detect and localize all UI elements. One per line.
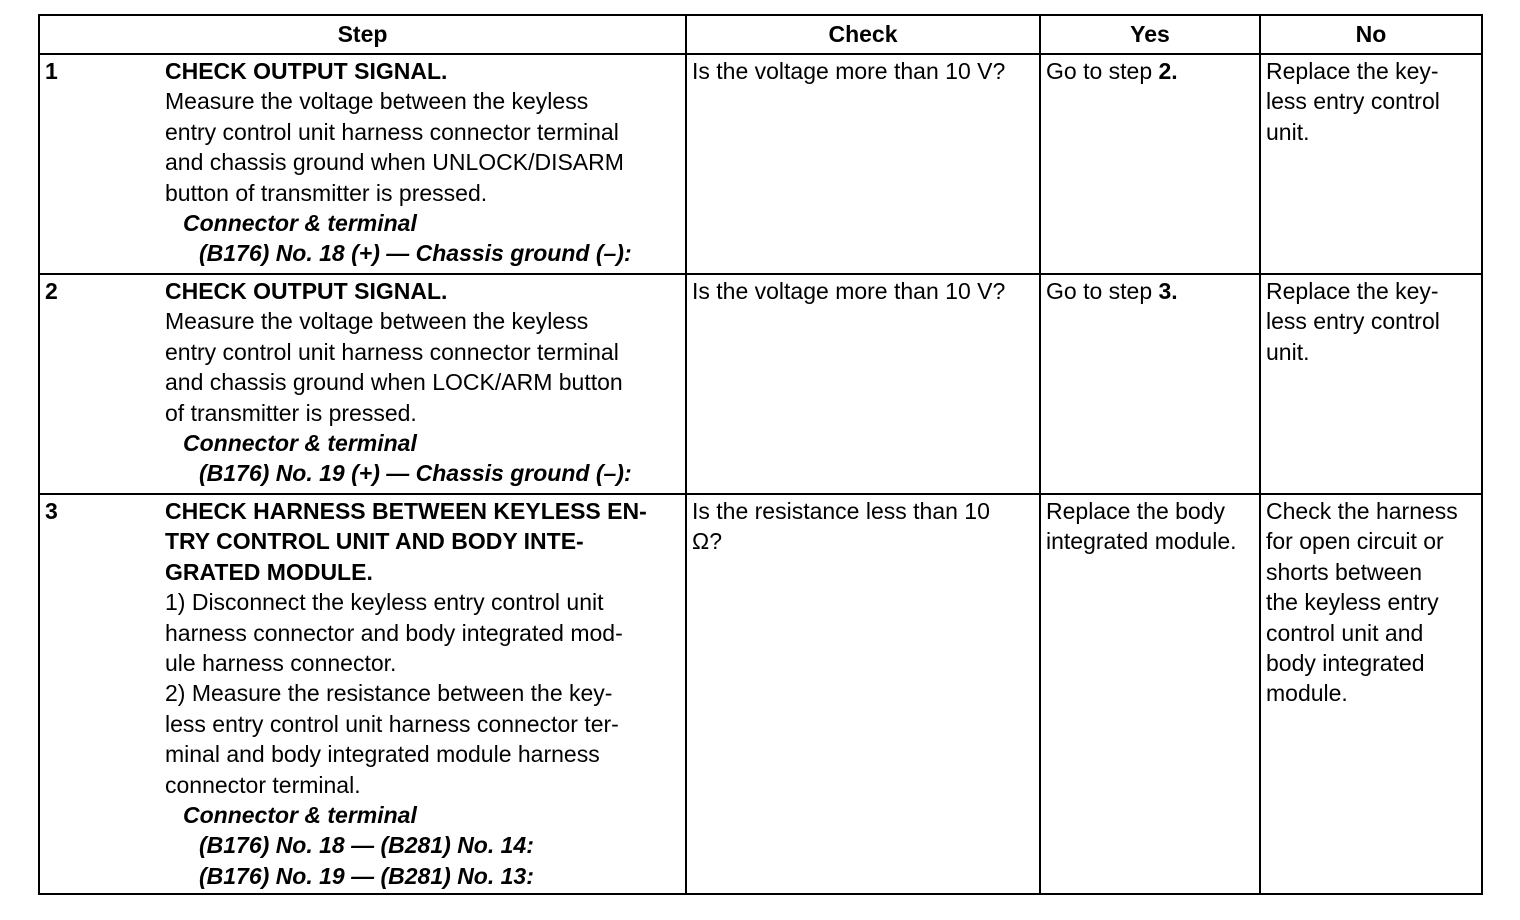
connector-terminal: (B176) No. 18 — (B281) No. 14: <box>199 832 534 859</box>
step-text-line: Measure the voltage between the keyless <box>165 88 589 115</box>
step-cell <box>39 274 686 494</box>
header-step: Step <box>39 15 686 54</box>
step-cell <box>39 54 686 274</box>
step-text-line: ule harness connector. <box>165 650 397 677</box>
step-row-3 <box>39 494 1482 894</box>
header-no: No <box>1260 15 1482 54</box>
check-cell: Is the voltage more than 10 V? <box>686 54 1040 274</box>
no-cell <box>1260 494 1482 894</box>
step-text-line: less entry control unit harness connector ter- <box>165 710 619 737</box>
step-row-2 <box>39 274 1482 494</box>
yes-cell <box>1040 274 1260 494</box>
step-number: 3 <box>45 498 58 524</box>
step-title-line: GRATED MODULE. <box>165 558 373 585</box>
step-text-line: and chassis ground when LOCK/ARM button <box>165 369 623 396</box>
step-number: 2 <box>45 278 58 304</box>
step-number: 1 <box>45 58 58 84</box>
step-text-line: 2) Measure the resistance between the key- <box>165 680 613 707</box>
step-cell <box>39 494 686 894</box>
no-text-line: control unit and <box>1266 619 1424 646</box>
yes-text-line: Replace the body <box>1046 498 1226 524</box>
step-text-line: button of transmitter is pressed. <box>165 179 488 206</box>
no-text-line: for open circuit or <box>1266 528 1444 555</box>
yes-step-ref: 3. <box>1158 278 1178 304</box>
yes-text-line: integrated module. <box>1046 528 1237 555</box>
yes-text: Go to step <box>1046 58 1159 84</box>
check-cell <box>686 494 1040 894</box>
step-title-line: CHECK HARNESS BETWEEN KEYLESS EN- <box>165 498 647 524</box>
step-title-line: TRY CONTROL UNIT AND BODY INTE- <box>165 528 584 555</box>
connector-terminal: (B176) No. 19 (+) — Chassis ground (–): <box>199 460 632 487</box>
step-title: CHECK OUTPUT SIGNAL. <box>165 58 448 84</box>
check-text-line: Ω? <box>692 528 722 555</box>
connector-terminal: (B176) No. 19 — (B281) No. 13: <box>199 862 534 889</box>
header-check: Check <box>686 15 1040 54</box>
step-text-line: minal and body integrated module harness <box>165 741 600 768</box>
check-cell: Is the voltage more than 10 V? <box>686 274 1040 494</box>
header-row <box>39 15 1482 54</box>
connector-heading: Connector & terminal <box>183 802 417 829</box>
no-cell: Replace the key-less entry control unit. <box>1260 54 1482 274</box>
step-text-line: and chassis ground when UNLOCK/DISARM <box>165 149 624 176</box>
step-text-line: of transmitter is pressed. <box>165 399 417 426</box>
connector-heading: Connector & terminal <box>183 430 417 457</box>
step-text-line: harness connector and body integrated mod- <box>165 619 623 646</box>
diagnostic-table <box>38 14 1483 895</box>
no-text-line: shorts between <box>1266 558 1422 585</box>
no-text-line: body integrated <box>1266 650 1425 677</box>
yes-cell <box>1040 494 1260 894</box>
check-text-line: Is the resistance less than 10 <box>692 498 990 524</box>
no-text-line: module. <box>1266 680 1348 707</box>
yes-cell <box>1040 54 1260 274</box>
header-yes: Yes <box>1040 15 1260 54</box>
yes-text: Go to step <box>1046 278 1159 304</box>
step-text-line: entry control unit harness connector terminal <box>165 338 619 365</box>
no-text-line: the keyless entry <box>1266 589 1439 616</box>
yes-step-ref: 2. <box>1158 58 1178 84</box>
step-row-1 <box>39 54 1482 274</box>
step-text-line: entry control unit harness connector terminal <box>165 118 619 145</box>
no-cell: Replace the key-less entry control unit. <box>1260 274 1482 494</box>
connector-heading: Connector & terminal <box>183 210 417 237</box>
no-text-line: Check the harness <box>1266 498 1458 524</box>
connector-terminal: (B176) No. 18 (+) — Chassis ground (–): <box>199 240 632 267</box>
step-text-line: connector terminal. <box>165 771 361 798</box>
step-title: CHECK OUTPUT SIGNAL. <box>165 278 448 304</box>
step-text-line: Measure the voltage between the keyless <box>165 308 589 335</box>
step-text-line: 1) Disconnect the keyless entry control unit <box>165 589 604 616</box>
